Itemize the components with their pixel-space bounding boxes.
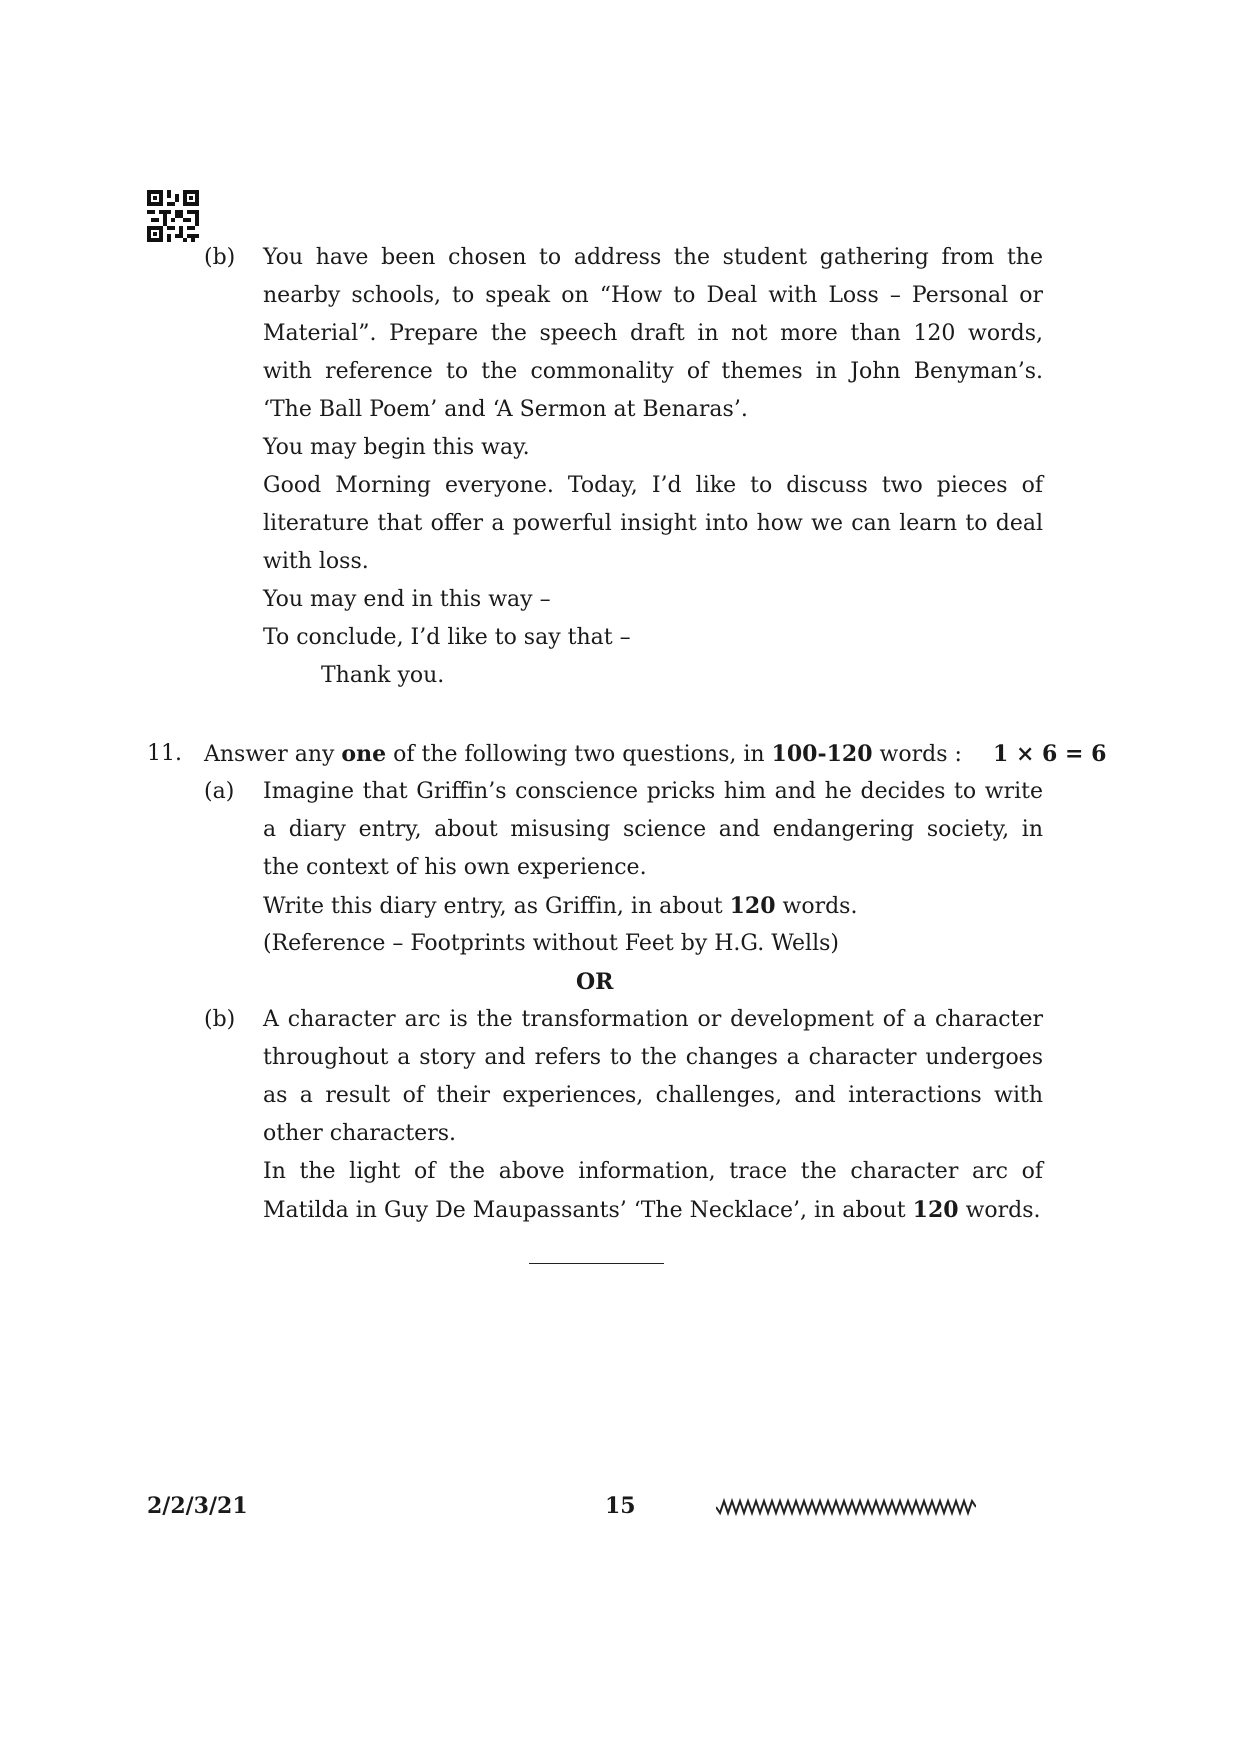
- q11a-line-2: a diary entry, about misusing science and endangering society, in: [263, 817, 1043, 842]
- q11b-line-4: other characters.: [263, 1121, 457, 1146]
- end-rule: [529, 1263, 664, 1264]
- page-number: 15: [605, 1493, 636, 1519]
- q11b-line-3: as a result of their experiences, challenges, and interactions with: [263, 1083, 1043, 1108]
- q10b-line-9: with loss.: [263, 549, 369, 574]
- q10b-line-12: Thank you.: [321, 663, 445, 688]
- q10b-line-3: Material”. Prepare the speech draft in not more than 120 words,: [263, 321, 1043, 346]
- q11a-line-4: Write this diary entry, as Griffin, in about 120 words.: [263, 893, 858, 919]
- q10b-line-4: with reference to the commonality of themes in John Benyman’s.: [263, 359, 1043, 384]
- q10b-line-6: You may begin this way.: [263, 435, 530, 460]
- q10b-line-2: nearby schools, to speak on “How to Deal with Loss – Personal or: [263, 283, 1043, 308]
- q11a-label: (a): [204, 779, 235, 804]
- q10b-line-1: You have been chosen to address the student gathering from the: [263, 245, 1043, 270]
- qr-code: [147, 190, 199, 242]
- q11a-line-5: (Reference – Footprints without Feet by H.G. Wells): [263, 931, 839, 956]
- q11-instruction: Answer any one of the following two questions, in 100-120 words :: [204, 741, 962, 767]
- q11b-label: (b): [204, 1007, 236, 1032]
- q11b-line-2: throughout a story and refers to the changes a character undergoes: [263, 1045, 1043, 1070]
- q11a-line-3: the context of his own experience.: [263, 855, 647, 880]
- q11b-line-1: A character arc is the transformation or development of a character: [263, 1007, 1043, 1032]
- q10b-line-7: Good Morning everyone. Today, I’d like to discuss two pieces of: [263, 473, 1043, 498]
- q10b-line-11: To conclude, I’d like to say that –: [263, 625, 631, 650]
- footer-code: 2/2/3/21: [147, 1493, 248, 1519]
- q11-number: 11.: [147, 741, 182, 766]
- wavy-line-decoration: [716, 1496, 976, 1518]
- q10b-line-10: You may end in this way –: [263, 587, 551, 612]
- q10b-line-5: ‘The Ball Poem’ and ‘A Sermon at Benaras’.: [263, 397, 748, 422]
- q11-marks: 1 × 6 = 6: [993, 741, 1107, 767]
- q10b-line-8: literature that offer a powerful insight into how we can learn to deal: [263, 511, 1043, 536]
- or-divider: OR: [576, 969, 614, 995]
- q11b-line-5: In the light of the above information, trace the character arc of: [263, 1159, 1043, 1184]
- q11b-line-6: Matilda in Guy De Maupassants’ ‘The Necklace’, in about 120 words.: [263, 1197, 1041, 1223]
- q10b-label: (b): [204, 245, 236, 270]
- q11a-line-1: Imagine that Griffin’s conscience pricks him and he decides to write: [263, 779, 1043, 804]
